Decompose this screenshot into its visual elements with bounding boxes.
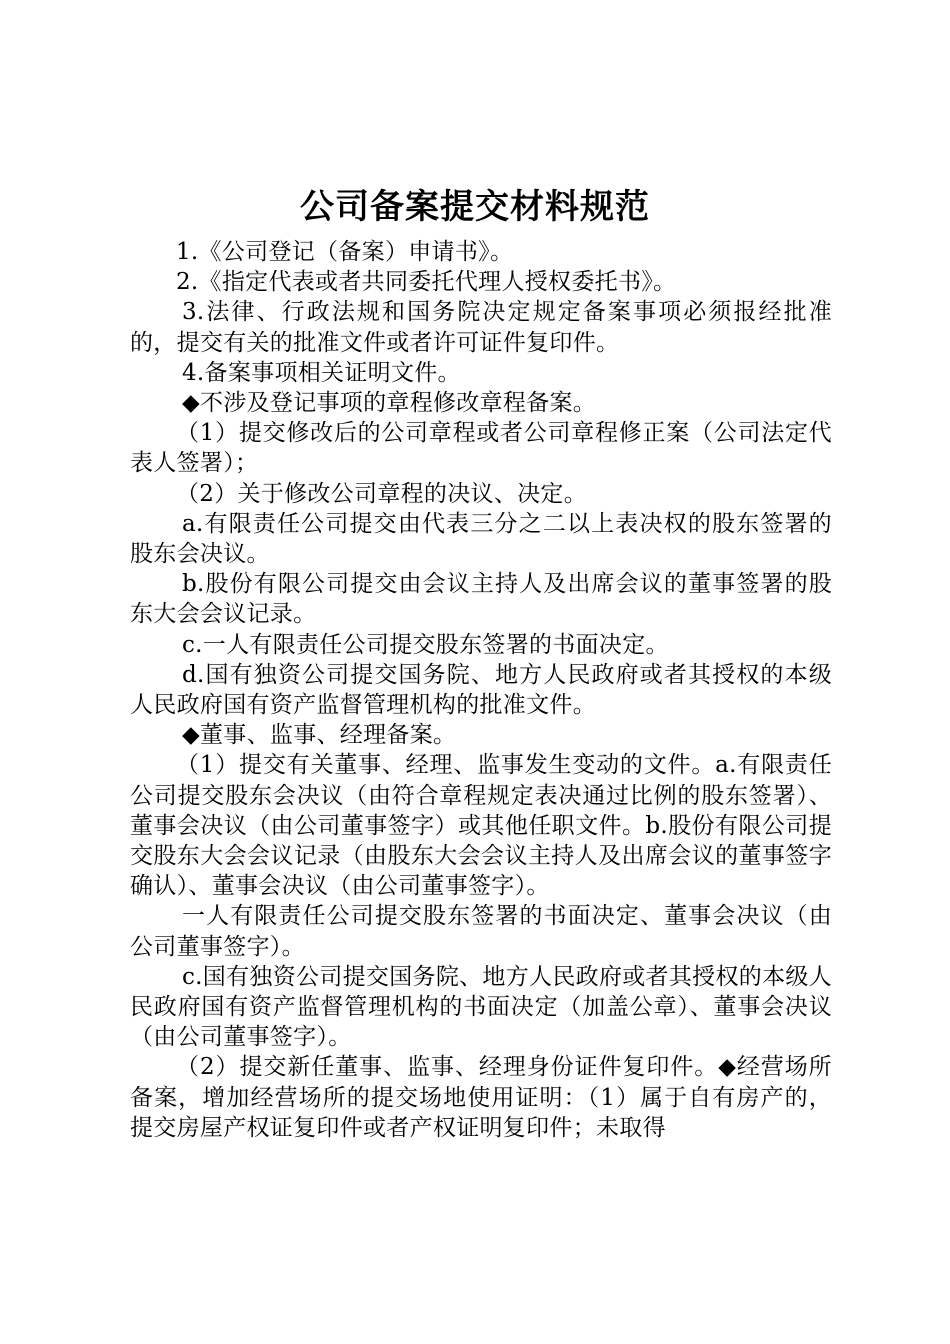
paragraph: 4.备案事项相关证明文件。 xyxy=(182,359,461,386)
paragraph: c.国有独资公司提交国务院、地方人民政府或者其授权的本级人民政府国有资产监督管理机构的书面决定（加盖公章）、董事会决议（由公司董事签字）。 xyxy=(130,963,832,1051)
paragraph: c.一人有限责任公司提交股东签署的书面决定。 xyxy=(182,631,669,658)
paragraph: （1）提交有关董事、经理、监事发生变动的文件。a.有限责任公司提交股东会决议（由符合章程规定表决通过比例的股东签署）、董事会决议（由公司董事签字）或其他任职文件。b.股份有限公司提交股东大会会议记录（由股东大会会议主持人及出席会议的董事签字确认）、董事会决议（由公司董事签字）。 xyxy=(130,752,832,900)
paragraph: 3.法律、行政法规和国务院决定规定备案事项必须报经批准的，提交有关的批准文件或者许可证件复印件。 xyxy=(130,299,832,356)
paragraph: 1.《公司登记（备案）申请书》。 xyxy=(176,239,514,265)
paragraph: （1）提交修改后的公司章程或者公司章程修正案（公司法定代表人签署）； xyxy=(130,420,832,477)
paragraph: a.有限责任公司提交由代表三分之二以上表决权的股东签署的股东会决议。 xyxy=(130,510,832,568)
paragraph: （2）提交新任董事、监事、经理身份证件复印件。◆经营场所备案，增加经营场所的提交场地使用证明：（1）属于自有房产的，提交房屋产权证复印件或者产权证明复印件；未取得 xyxy=(130,1054,832,1141)
document-title: 公司备案提交材料规范 xyxy=(300,187,650,227)
document-body xyxy=(130,237,832,1143)
paragraph: d.国有独资公司提交国务院、地方人民政府或者其授权的本级人民政府国有资产监督管理机构的批准文件。 xyxy=(130,661,832,719)
paragraph: ◆董事、监事、经理备案。 xyxy=(182,722,457,749)
paragraph: （2）关于修改公司章程的决议、决定。 xyxy=(176,480,588,507)
paragraph: b.股份有限公司提交由会议主持人及出席会议的董事签署的股东大会会议记录。 xyxy=(130,571,832,628)
paragraph: 一人有限责任公司提交股东签署的书面决定、董事会决议（由公司董事签字）。 xyxy=(130,903,832,960)
paragraph: ◆不涉及登记事项的章程修改章程备案。 xyxy=(182,390,597,417)
paragraph: 2.《指定代表或者共同委托代理人授权委托书》。 xyxy=(176,269,677,296)
